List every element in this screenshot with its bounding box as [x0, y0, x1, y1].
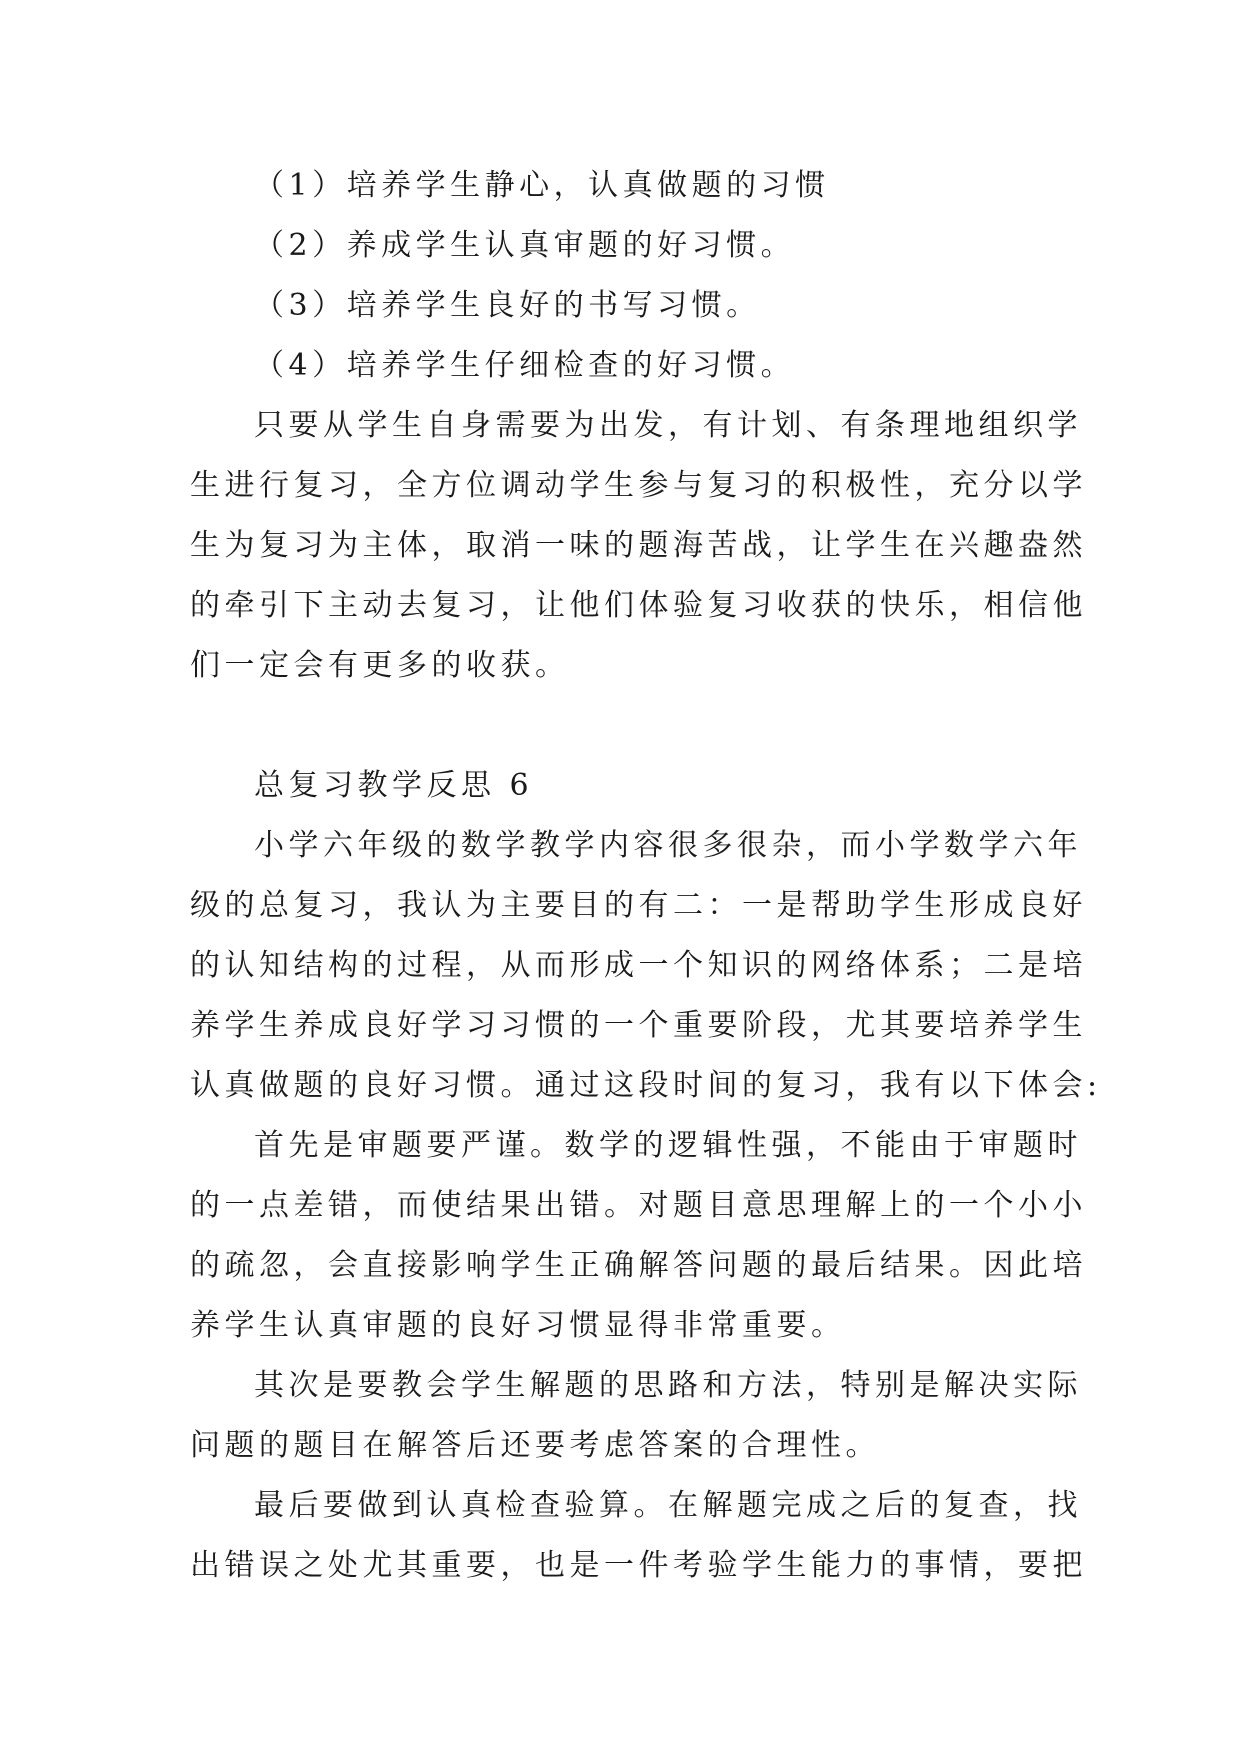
- paragraph-line: 只要从学生自身需要为出发，有计划、有条理地组织学: [254, 408, 1082, 443]
- intro-paragraph: [190, 816, 1102, 1116]
- paragraph-line: 认真做题的良好习惯。通过这段时间的复习，我有以下体会:: [190, 1068, 1102, 1103]
- habit-item-4: （4）培养学生仔细检查的好习惯。: [254, 348, 796, 383]
- paragraph-line: 其次是要教会学生解题的思路和方法，特别是解决实际: [254, 1368, 1082, 1403]
- document-body: [190, 156, 1102, 1596]
- section-spacer: [190, 696, 1052, 756]
- habit-item-1: （1）培养学生静心，认真做题的习惯: [254, 168, 830, 203]
- paragraph-line: 养学生养成良好学习习惯的一个重要阶段，尤其要培养学生: [190, 1008, 1087, 1043]
- summary-paragraph: [190, 396, 1087, 696]
- second-point-paragraph: [190, 1356, 1082, 1476]
- paragraph-line: 出错误之处尤其重要，也是一件考验学生能力的事情，要把: [190, 1548, 1087, 1583]
- paragraph-line: 最后要做到认真检查验算。在解题完成之后的复查，找: [254, 1488, 1082, 1523]
- paragraph-line: 的牵引下主动去复习，让他们体验复习收获的快乐，相信他: [190, 588, 1087, 623]
- paragraph-line: 首先是审题要严谨。数学的逻辑性强，不能由于审题时: [254, 1128, 1082, 1163]
- paragraph-line: 的疏忽，会直接影响学生正确解答问题的最后结果。因此培: [190, 1248, 1087, 1283]
- habits-list: [190, 156, 1052, 396]
- paragraph-line: 小学六年级的数学教学内容很多很杂，而小学数学六年: [254, 828, 1082, 863]
- first-point-paragraph: [190, 1116, 1087, 1356]
- last-point-paragraph: [190, 1476, 1087, 1596]
- paragraph-line: 级的总复习，我认为主要目的有二：一是帮助学生形成良好: [190, 888, 1087, 923]
- paragraph-line: 养学生认真审题的良好习惯显得非常重要。: [190, 1308, 846, 1343]
- paragraph-line: 生为复习为主体，取消一味的题海苦战，让学生在兴趣盎然: [190, 528, 1087, 563]
- habit-item-2: （2）养成学生认真审题的好习惯。: [254, 228, 796, 263]
- section-title: 总复习教学反思 6: [254, 768, 534, 803]
- paragraph-line: 们一定会有更多的收获。: [190, 648, 570, 683]
- habit-item-3: （3）培养学生良好的书写习惯。: [254, 288, 761, 323]
- paragraph-line: 的认知结构的过程，从而形成一个知识的网络体系；二是培: [190, 948, 1087, 983]
- paragraph-line: 生进行复习，全方位调动学生参与复习的积极性，充分以学: [190, 468, 1087, 503]
- paragraph-line: 的一点差错，而使结果出错。对题目意思理解上的一个小小: [190, 1188, 1087, 1223]
- paragraph-line: 问题的题目在解答后还要考虑答案的合理性。: [190, 1428, 880, 1463]
